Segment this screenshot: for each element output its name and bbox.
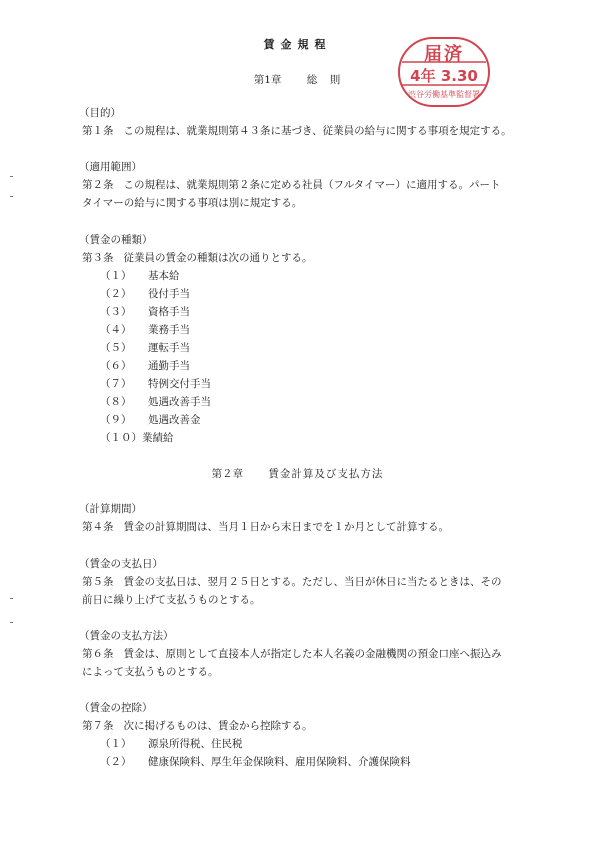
article-text bbox=[82, 518, 522, 536]
article-7 bbox=[79, 699, 522, 771]
stamp-office: 渋谷労働基準監督署 bbox=[408, 90, 480, 99]
article-heading: （目的） bbox=[79, 107, 121, 119]
article-line: 次に掲げるものは、賃金から控除する。 bbox=[123, 720, 313, 732]
list-item: （２） 健康保険料、厚生年金保険料、雇用保険料、介護保険料 bbox=[100, 756, 411, 768]
list-item: （１０）業績給 bbox=[100, 432, 174, 444]
chapter-2-number: 第２章 bbox=[211, 468, 244, 480]
article-line: 賃金の支払日は、翌月２５日とする。ただし、当日が休日に当たるときは、その bbox=[123, 576, 502, 588]
chapter-2-title: 賃金計算及び支払方法 bbox=[268, 468, 384, 480]
stamp-date: 4年 3.30 bbox=[410, 67, 478, 85]
chapter-1-title: 総 則 bbox=[306, 74, 342, 86]
scan-mark bbox=[10, 176, 13, 177]
article-heading: （賃金の支払方法） bbox=[79, 630, 174, 642]
chapter-1-number: 第1章 bbox=[253, 74, 282, 86]
article-label: 第２条 bbox=[82, 179, 114, 191]
article-heading: （計算期間） bbox=[79, 503, 142, 515]
article-label: 第１条 bbox=[82, 125, 114, 137]
list-item: （６） 通勤手当 bbox=[100, 360, 190, 372]
article-line: この規程は、就業規則第４３条に基づき、従業員の給与に関する事項を規定する。 bbox=[123, 125, 512, 137]
article-label: 第６条 bbox=[82, 648, 114, 660]
article-6 bbox=[79, 627, 522, 681]
list-item: （２） 役付手当 bbox=[100, 288, 190, 300]
chapter-1-heading bbox=[0, 72, 595, 87]
article-2 bbox=[79, 158, 522, 212]
document-title: 賃金規程 bbox=[263, 38, 332, 51]
scan-mark bbox=[10, 622, 13, 623]
article-5 bbox=[79, 555, 522, 609]
list-item: （７） 特例交付手当 bbox=[100, 378, 211, 390]
list-item: （５） 運転手当 bbox=[100, 342, 190, 354]
scan-mark bbox=[10, 598, 13, 599]
list-item: （８） 処遇改善手当 bbox=[100, 396, 211, 408]
article-label: 第４条 bbox=[82, 521, 114, 533]
list-item: （１） 基本給 bbox=[100, 270, 180, 282]
article-label: 第５条 bbox=[82, 576, 114, 588]
article-label: 第３条 bbox=[82, 252, 114, 264]
article-line: によって支払うものとする。 bbox=[82, 666, 219, 678]
list-item: （４） 業務手当 bbox=[100, 324, 190, 336]
article-text bbox=[82, 122, 522, 140]
article-heading: （賃金の種類） bbox=[79, 234, 153, 246]
article-1 bbox=[79, 104, 522, 140]
list-item: （１） 源泉所得税、住民税 bbox=[100, 738, 243, 750]
list-item: （３） 資格手当 bbox=[100, 306, 190, 318]
article-line: この規程は、就業規則第２条に定める社員（フルタイマー）に適用する。パート bbox=[123, 179, 501, 191]
article-text bbox=[82, 249, 522, 267]
article-heading: （賃金の支払日） bbox=[79, 558, 163, 570]
article-text bbox=[82, 573, 522, 591]
article-text bbox=[82, 176, 522, 194]
article-heading: （適用範囲） bbox=[79, 161, 142, 173]
article-text bbox=[82, 717, 522, 735]
article-line: 賃金の計算期間は、当月１日から末日までを１か月として計算する。 bbox=[123, 521, 449, 533]
article-heading: （賃金の控除） bbox=[79, 702, 153, 714]
article-label: 第７条 bbox=[82, 720, 114, 732]
article-line: タイマーの給与に関する事項は別に規定する。 bbox=[82, 197, 303, 209]
scan-mark bbox=[10, 196, 13, 197]
chapter-2-heading bbox=[0, 466, 595, 481]
article-line: 従業員の賃金の種類は次の通りとする。 bbox=[123, 252, 313, 264]
stamp-line1: 届済 bbox=[424, 44, 464, 65]
article-line: 前日に繰り上げて支払うものとする。 bbox=[82, 594, 261, 606]
article-line: 賃金は、原則として直接本人が指定した本人名義の金融機関の預金口座へ振込み bbox=[123, 648, 502, 660]
article-3 bbox=[79, 231, 522, 447]
article-4 bbox=[79, 500, 522, 536]
list-item: （９） 処遇改善金 bbox=[100, 414, 201, 426]
article-text bbox=[82, 645, 522, 663]
